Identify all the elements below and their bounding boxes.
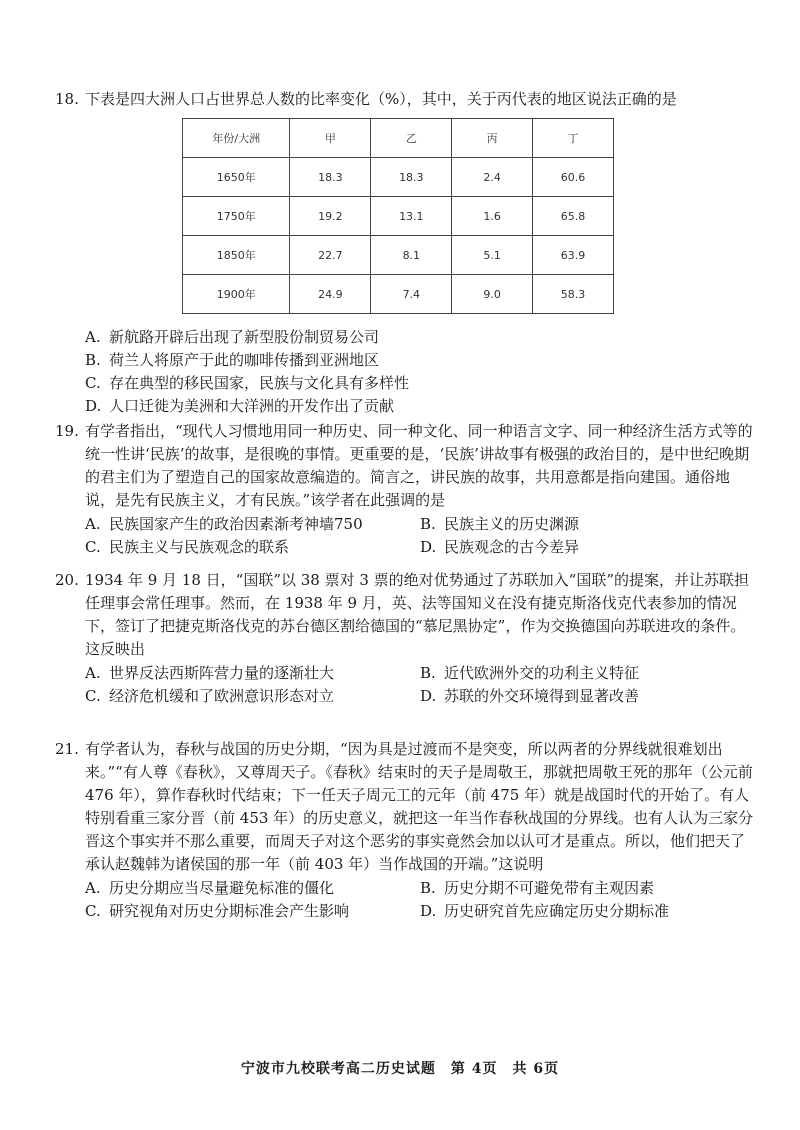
option-d[interactable] <box>85 395 755 418</box>
option-letter: D. <box>420 687 437 705</box>
option-a[interactable] <box>85 662 420 685</box>
option-c[interactable] <box>85 685 420 708</box>
question-stem <box>55 420 755 512</box>
option-b[interactable] <box>420 513 755 536</box>
table-cell: 1650年 <box>183 158 290 197</box>
option-text: 经济危机缓和了欧洲意识形态对立 <box>109 687 335 705</box>
question-text: 有学者指出，“现代人习惯地用同一种历史、同一种文化、同一种语言文字、同一种经济生活方式等的统一性讲‘民族’的故事，是很晚的事情。更重要的是，‘民族’讲故事有极强的政治目的，是中世纪晚期的君主们为了塑造自己的国家故意编造的。简言之，讲民族的故事，共用意都是指向建国。通俗地说，是先有民族主义，才有民族。”该学者在此强调的是 <box>85 422 753 509</box>
option-text: 荷兰人将原产于此的咖啡传播到亚洲地区 <box>109 351 380 369</box>
option-text: 历史研究首先应确定历史分期标准 <box>444 902 670 920</box>
option-text: 民族主义与民族观念的联系 <box>109 538 290 556</box>
question-text: 有学者认为，春秋与战国的历史分期，“因为具是过渡而不是突变，所以两者的分界线就很难划出来。”“有人尊《春秋》，又尊周天子。《春秋》结束时的天子是周敬王，那就把周敬王死的那年（公元前 476 年），算作春秋时代结束；下一任天子周元工的元年（前 475 年）就是战国时代的开始了。有人特别看重三家分晋（前 453 年）的历史意义，就把这一年当作春秋战国的分界线。也有人认为三家分晋这个事实并不那么重要，而周天子对这个恶劣的事实竟然会加以认可才是重点。所以，他们把天了承认赵魏韩为诸侯国的那一年（前 403 年）当作战国的开端。”这说明 <box>85 740 754 873</box>
table-cell: 22.7 <box>290 236 371 275</box>
option-text: 历史分期应当尽量避免标准的僵化 <box>109 879 335 897</box>
question-number: 18. <box>55 90 79 108</box>
table-row <box>183 275 614 314</box>
option-letter: A. <box>85 879 101 897</box>
table-cell: 19.2 <box>290 197 371 236</box>
table-row <box>183 158 614 197</box>
option-text: 存在典型的移民国家，民族与文化具有多样性 <box>109 374 410 392</box>
option-list <box>85 662 755 708</box>
option-text: 人口迁徙为美洲和大洋洲的开发作出了贡献 <box>109 397 395 415</box>
option-text: 新航路开辟后出现了新型股份制贸易公司 <box>109 328 380 346</box>
option-text: 民族国家产生的政治因素渐考神墙750 <box>109 515 363 533</box>
table-cell: 13.1 <box>371 197 452 236</box>
table-cell: 58.3 <box>533 275 614 314</box>
table-cell: 1.6 <box>452 197 533 236</box>
table-cell: 60.6 <box>533 158 614 197</box>
option-letter: C. <box>85 374 101 392</box>
option-d[interactable] <box>420 685 755 708</box>
table-cell: 8.1 <box>371 236 452 275</box>
option-d[interactable] <box>420 900 755 923</box>
option-letter: D. <box>420 538 437 556</box>
option-letter: B. <box>420 879 436 897</box>
question-18 <box>55 88 755 111</box>
option-letter: C. <box>85 902 101 920</box>
option-letter: D. <box>85 397 102 415</box>
question-stem <box>55 569 755 661</box>
question-number: 21. <box>55 740 79 758</box>
table-cell: 63.9 <box>533 236 614 275</box>
table-cell: 18.3 <box>371 158 452 197</box>
table-row <box>183 236 614 275</box>
table-row <box>183 197 614 236</box>
option-letter: B. <box>420 664 436 682</box>
question-number: 19. <box>55 422 79 440</box>
table-header-cell: 年份/大洲 <box>183 119 290 158</box>
table-cell: 9.0 <box>452 275 533 314</box>
option-list <box>85 513 755 559</box>
option-letter: A. <box>85 664 101 682</box>
table-cell: 1750年 <box>183 197 290 236</box>
option-b[interactable] <box>420 662 755 685</box>
question-21 <box>55 738 755 923</box>
table-cell: 1900年 <box>183 275 290 314</box>
option-text: 研究视角对历史分期标准会产生影响 <box>109 902 350 920</box>
option-list <box>85 326 755 418</box>
option-c[interactable] <box>85 536 420 559</box>
option-c[interactable] <box>85 372 755 395</box>
option-text: 历史分期不可避免带有主观因素 <box>444 879 655 897</box>
table-header-cell: 丁 <box>533 119 614 158</box>
option-list <box>85 877 755 923</box>
option-b[interactable] <box>420 877 755 900</box>
option-text: 苏联的外交环境得到显著改善 <box>444 687 640 705</box>
table-cell: 5.1 <box>452 236 533 275</box>
table-cell: 7.4 <box>371 275 452 314</box>
option-letter: C. <box>85 687 101 705</box>
option-text: 近代欧洲外交的功利主义特征 <box>444 664 640 682</box>
table-header-cell: 丙 <box>452 119 533 158</box>
table-cell: 18.3 <box>290 158 371 197</box>
table-cell: 24.9 <box>290 275 371 314</box>
option-text: 民族主义的历史渊源 <box>444 515 580 533</box>
question-stem <box>55 88 755 111</box>
option-letter: B. <box>420 515 436 533</box>
page-footer: 宁波市九校联考高二历史试题 第 4页 共 6页 <box>240 1061 560 1077</box>
table-cell: 65.8 <box>533 197 614 236</box>
question-text: 1934 年 9 月 18 日，“国联”以 38 票对 3 票的绝对优势通过了苏联加入“国联”的提案，并让苏联担任理事会常任理事。然而，在 1938 年 9 月，英、法等国知义在没有捷克斯洛伐克代表参加的情况下，签订了把捷克斯洛伐克的苏台德区割给德国的“慕尼黑协定”，作为交换德国向苏联进攻的条件。这反映出 <box>85 571 750 658</box>
table-header-cell: 乙 <box>371 119 452 158</box>
option-c[interactable] <box>85 900 420 923</box>
table-header-cell: 甲 <box>290 119 371 158</box>
table-cell: 1850年 <box>183 236 290 275</box>
question-19 <box>55 420 755 559</box>
option-letter: C. <box>85 538 101 556</box>
table-cell: 2.4 <box>452 158 533 197</box>
option-letter: A. <box>85 515 101 533</box>
question-number: 20. <box>55 571 79 589</box>
option-text: 民族观念的古今差异 <box>444 538 580 556</box>
question-text: 下表是四大洲人口占世界总人数的比率变化（%），其中，关于丙代表的地区说法正确的是 <box>85 90 677 108</box>
option-text: 世界反法西斯阵营力量的逐渐壮大 <box>109 664 335 682</box>
option-d[interactable] <box>420 536 755 559</box>
option-letter: B. <box>85 351 101 369</box>
population-table <box>182 118 614 314</box>
option-a[interactable] <box>85 877 420 900</box>
option-b[interactable] <box>85 349 755 372</box>
option-letter: A. <box>85 328 101 346</box>
question-20 <box>55 569 755 708</box>
question-18-options <box>55 325 755 418</box>
question-stem <box>55 738 755 876</box>
option-a[interactable] <box>85 326 755 349</box>
table-header-row <box>183 119 614 158</box>
option-a[interactable] <box>85 513 420 536</box>
option-letter: D. <box>420 902 437 920</box>
